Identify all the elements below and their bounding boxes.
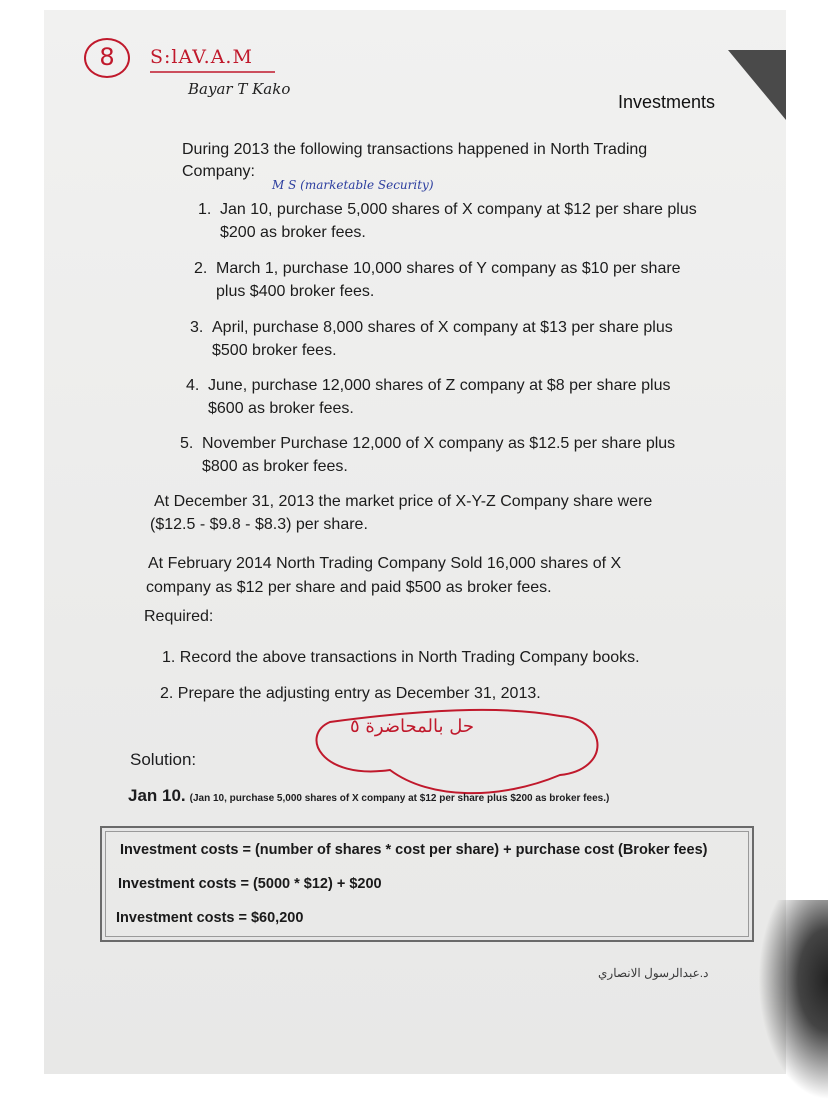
transaction-1: 1. Jan 10, purchase 5,000 shares of X company at $12 per share plus $200 as broker fees. — [198, 201, 697, 241]
transaction-5: 5. November Purchase 12,000 of X company as $12.5 per share plus $800 as broker fees. — [180, 435, 676, 475]
handwritten-top-note: S:lAV.A.M — [150, 46, 253, 68]
author-signature: د.عبدالرسول الانصاري — [598, 966, 709, 980]
required-label: Required: — [144, 608, 214, 625]
transaction-3: 3. April, purchase 8,000 shares of X company at $13 per share plus $500 broker fees. — [190, 319, 673, 359]
required-item-2: 2. Prepare the adjusting entry as December 31, 2013. — [160, 685, 541, 702]
intro-line-2: Company: — [182, 163, 255, 180]
cost-formula: Investment costs = (number of shares * cost per share) + purchase cost (Broker fees) — [120, 842, 708, 858]
sale-line-2: company as $12 per share and paid $500 as broker fees. — [146, 579, 552, 596]
solution-label: Solution: — [130, 750, 197, 769]
handwritten-arabic-note: حل بالمحاضرة ٥ — [350, 716, 475, 737]
required-item-1: 1. Record the above transactions in North Trading Company books. — [162, 649, 640, 666]
cost-calculation: Investment costs = (5000 * $12) + $200 — [118, 876, 382, 892]
author-name: Bayar T Kako — [188, 80, 291, 98]
jan10-heading: Jan 10. (Jan 10, purchase 5,000 shares of X company at $12 per share plus $200 as broker fees.) — [128, 786, 610, 805]
page-title: Investments — [618, 92, 716, 112]
sale-line-1: At February 2014 North Trading Company Sold 16,000 shares of X — [148, 555, 622, 572]
transaction-2: 2. March 1, purchase 10,000 shares of Y company as $10 per share plus $400 broker fees. — [194, 260, 681, 300]
handwritten-ms-note: M S (marketable Security) — [272, 178, 434, 192]
intro-line-1: During 2013 the following transactions happened in North Trading — [182, 141, 648, 158]
cost-result: Investment costs = $60,200 — [116, 910, 304, 926]
page-number-circle: 8 — [84, 38, 130, 78]
transaction-4: 4. June, purchase 12,000 shares of Z company at $8 per share plus $600 as broker fees. — [186, 377, 671, 417]
market-price-line-2: ($12.5 - $9.8 - $8.3) per share. — [150, 516, 368, 533]
investment-cost-box — [100, 826, 754, 942]
market-price-line-1: At December 31, 2013 the market price of X-Y-Z Company share were — [154, 493, 653, 510]
